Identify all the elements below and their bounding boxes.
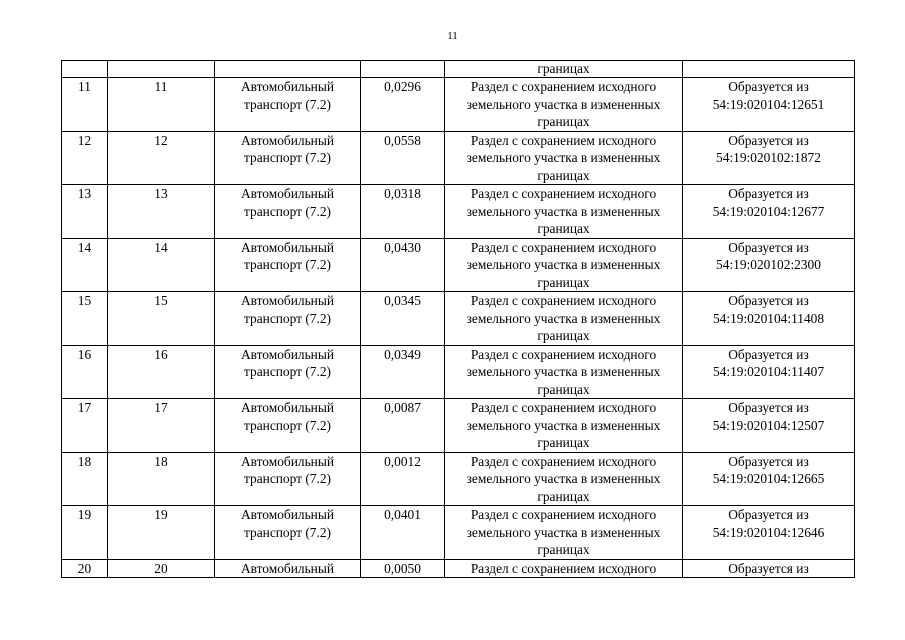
table-row <box>62 399 855 453</box>
cell-area: 0,0050 <box>361 559 445 578</box>
cell-formation-method-line: Раздел с сохранением исходного <box>470 507 657 522</box>
table-row <box>62 452 855 506</box>
cell-area: 0,0296 <box>361 78 445 132</box>
cell-formation-method-line: границах <box>537 221 590 236</box>
cell-number: 17 <box>62 399 108 453</box>
cell-permitted-use-line: Автомобильный <box>240 79 335 94</box>
cell-permitted-use-line: транспорт (7.2) <box>244 524 331 540</box>
cell-permitted-use <box>215 238 361 292</box>
cell-formation-method <box>445 185 683 239</box>
cell-formation-method-line: земельного участка в измененных <box>466 524 661 540</box>
cell-plot-number <box>108 61 215 78</box>
cell-formation-method-line: Раздел с сохранением исходного <box>470 79 657 94</box>
cell-area: 0,0558 <box>361 131 445 185</box>
cell-formation-method-line: земельного участка в измененных <box>466 471 661 486</box>
cell-source-line: 54:19:020104:12677 <box>712 203 825 219</box>
table-row <box>62 131 855 185</box>
cell-permitted-use <box>215 61 361 78</box>
cell-formation-method <box>445 292 683 346</box>
cell-source-line: Образуется из <box>728 79 809 94</box>
cell-source-line: Образуется из <box>728 453 809 469</box>
cell-formation-method: Раздел с сохранением исходного <box>445 559 683 578</box>
cell-source-line: Образуется из <box>728 239 809 255</box>
cell-number <box>62 61 108 78</box>
cell-area: 0,0087 <box>361 399 445 453</box>
table-row <box>62 238 855 292</box>
cell-source-line: Образуется из <box>728 293 809 308</box>
continuation-row <box>62 61 855 78</box>
table-row <box>62 78 855 132</box>
cell-source-line: Образуется из <box>728 507 809 522</box>
cell-permitted-use-line: транспорт (7.2) <box>244 471 331 486</box>
cell-source <box>683 452 855 506</box>
cell-formation-method-line: границах <box>537 167 590 183</box>
cell-permitted-use: Автомобильный <box>215 559 361 578</box>
cell-permitted-use-line: Автомобильный <box>240 453 335 469</box>
cell-permitted-use-line: Автомобильный <box>240 293 335 308</box>
cell-number: 16 <box>62 345 108 399</box>
cell-formation-method <box>445 452 683 506</box>
cell-plot-number: 18 <box>108 452 215 506</box>
cell-area: 0,0012 <box>361 452 445 506</box>
cell-formation-method-line: границах <box>537 328 590 343</box>
cell-permitted-use-line: Автомобильный <box>240 346 335 362</box>
cell-source-line: 54:19:020104:12646 <box>712 524 825 540</box>
cell-formation-method <box>445 345 683 399</box>
cell-permitted-use-line: транспорт (7.2) <box>244 150 331 165</box>
cell-permitted-use <box>215 399 361 453</box>
cell-permitted-use <box>215 345 361 399</box>
cell-formation-method <box>445 399 683 453</box>
table-row <box>62 559 855 578</box>
cell-formation-method <box>445 238 683 292</box>
cell-source-line: 54:19:020102:1872 <box>716 150 821 165</box>
cell-formation-method-line: Раздел с сохранением исходного <box>470 346 657 362</box>
cell-number: 13 <box>62 185 108 239</box>
page-number: 11 <box>447 30 458 42</box>
table-row <box>62 345 855 399</box>
cell-formation-method-line: границах <box>537 435 590 450</box>
cell-plot-number: 13 <box>108 185 215 239</box>
cell-formation-method-line: земельного участка в измененных <box>466 203 661 219</box>
cell-permitted-use-line: транспорт (7.2) <box>244 203 331 219</box>
cell-number: 11 <box>62 78 108 132</box>
cell-permitted-use-line: транспорт (7.2) <box>244 310 331 326</box>
cell-permitted-use-line: транспорт (7.2) <box>244 364 331 379</box>
cell-formation-method <box>445 506 683 560</box>
cell-source <box>683 238 855 292</box>
cell-plot-number: 11 <box>108 78 215 132</box>
cell-permitted-use-line: Автомобильный <box>240 400 335 415</box>
cell-source <box>683 292 855 346</box>
cell-formation-method-line: границах <box>537 381 590 397</box>
cell-formation-method-line: земельного участка в измененных <box>466 150 661 165</box>
cell-area: 0,0345 <box>361 292 445 346</box>
cell-source <box>683 506 855 560</box>
cell-plot-number: 14 <box>108 238 215 292</box>
cell-permitted-use-line: Автомобильный <box>240 239 335 255</box>
cell-source-line: 54:19:020104:11407 <box>712 364 825 379</box>
cell-formation-method-line: Раздел с сохранением исходного <box>470 186 657 201</box>
cell-plot-number: 20 <box>108 559 215 578</box>
cell-area: 0,0401 <box>361 506 445 560</box>
cell-formation-method-line: Раздел с сохранением исходного <box>470 453 657 469</box>
cell-area <box>361 61 445 78</box>
cell-formation-method-line: границах <box>537 274 590 290</box>
cell-plot-number: 17 <box>108 399 215 453</box>
cell-number: 18 <box>62 452 108 506</box>
cell-source-line: Образуется из <box>728 400 809 415</box>
cell-formation-method <box>445 78 683 132</box>
cell-formation-method: границах <box>445 61 683 78</box>
cell-formation-method-line: границах <box>537 542 590 557</box>
cell-permitted-use <box>215 185 361 239</box>
cell-permitted-use <box>215 131 361 185</box>
cell-permitted-use-line: транспорт (7.2) <box>244 96 331 112</box>
cell-source-line: 54:19:020104:12665 <box>712 471 825 486</box>
cell-formation-method-line: Раздел с сохранением исходного <box>470 239 657 255</box>
cell-number: 15 <box>62 292 108 346</box>
cell-formation-method-line: Раздел с сохранением исходного <box>470 293 657 308</box>
cell-permitted-use-line: Автомобильный <box>240 132 335 148</box>
table-row <box>62 506 855 560</box>
cell-area: 0,0430 <box>361 238 445 292</box>
cell-source-line: Образуется из <box>728 186 809 201</box>
cell-formation-method <box>445 131 683 185</box>
cell-formation-method-line: земельного участка в измененных <box>466 310 661 326</box>
cell-plot-number: 19 <box>108 506 215 560</box>
table-row <box>62 292 855 346</box>
cell-source-line: 54:19:020104:12651 <box>712 96 825 112</box>
cell-source <box>683 131 855 185</box>
cell-plot-number: 12 <box>108 131 215 185</box>
land-plots-table <box>61 60 855 578</box>
cell-permitted-use-line: транспорт (7.2) <box>244 257 331 272</box>
cell-source-line: Образуется из <box>728 132 809 148</box>
cell-plot-number: 15 <box>108 292 215 346</box>
table-body <box>62 61 855 578</box>
cell-permitted-use-line: Автомобильный <box>240 186 335 201</box>
cell-source <box>683 185 855 239</box>
cell-formation-method-line: Раздел с сохранением исходного <box>470 132 657 148</box>
cell-formation-method-line: земельного участка в измененных <box>466 257 661 272</box>
cell-number: 14 <box>62 238 108 292</box>
cell-formation-method-line: границах <box>537 114 590 129</box>
cell-source <box>683 78 855 132</box>
cell-permitted-use <box>215 452 361 506</box>
cell-source <box>683 61 855 78</box>
cell-source-line: 54:19:020104:12507 <box>712 417 825 433</box>
cell-source: Образуется из <box>683 559 855 578</box>
cell-formation-method-line: земельного участка в измененных <box>466 417 661 433</box>
cell-area: 0,0349 <box>361 345 445 399</box>
cell-source-line: 54:19:020104:11408 <box>712 310 825 326</box>
cell-source-line: Образуется из <box>728 346 809 362</box>
cell-formation-method-line: земельного участка в измененных <box>466 96 661 112</box>
cell-source-line: 54:19:020102:2300 <box>716 257 821 272</box>
cell-number: 19 <box>62 506 108 560</box>
cell-source <box>683 399 855 453</box>
cell-number: 12 <box>62 131 108 185</box>
cell-source <box>683 345 855 399</box>
cell-number: 20 <box>62 559 108 578</box>
cell-plot-number: 16 <box>108 345 215 399</box>
cell-formation-method-line: земельного участка в измененных <box>466 364 661 379</box>
cell-permitted-use <box>215 506 361 560</box>
cell-permitted-use-line: Автомобильный <box>240 507 335 522</box>
cell-formation-method-line: границах <box>537 488 590 504</box>
cell-permitted-use <box>215 292 361 346</box>
cell-formation-method-line: Раздел с сохранением исходного <box>470 400 657 415</box>
cell-permitted-use-line: транспорт (7.2) <box>244 417 331 433</box>
cell-permitted-use <box>215 78 361 132</box>
table-row <box>62 185 855 239</box>
cell-area: 0,0318 <box>361 185 445 239</box>
